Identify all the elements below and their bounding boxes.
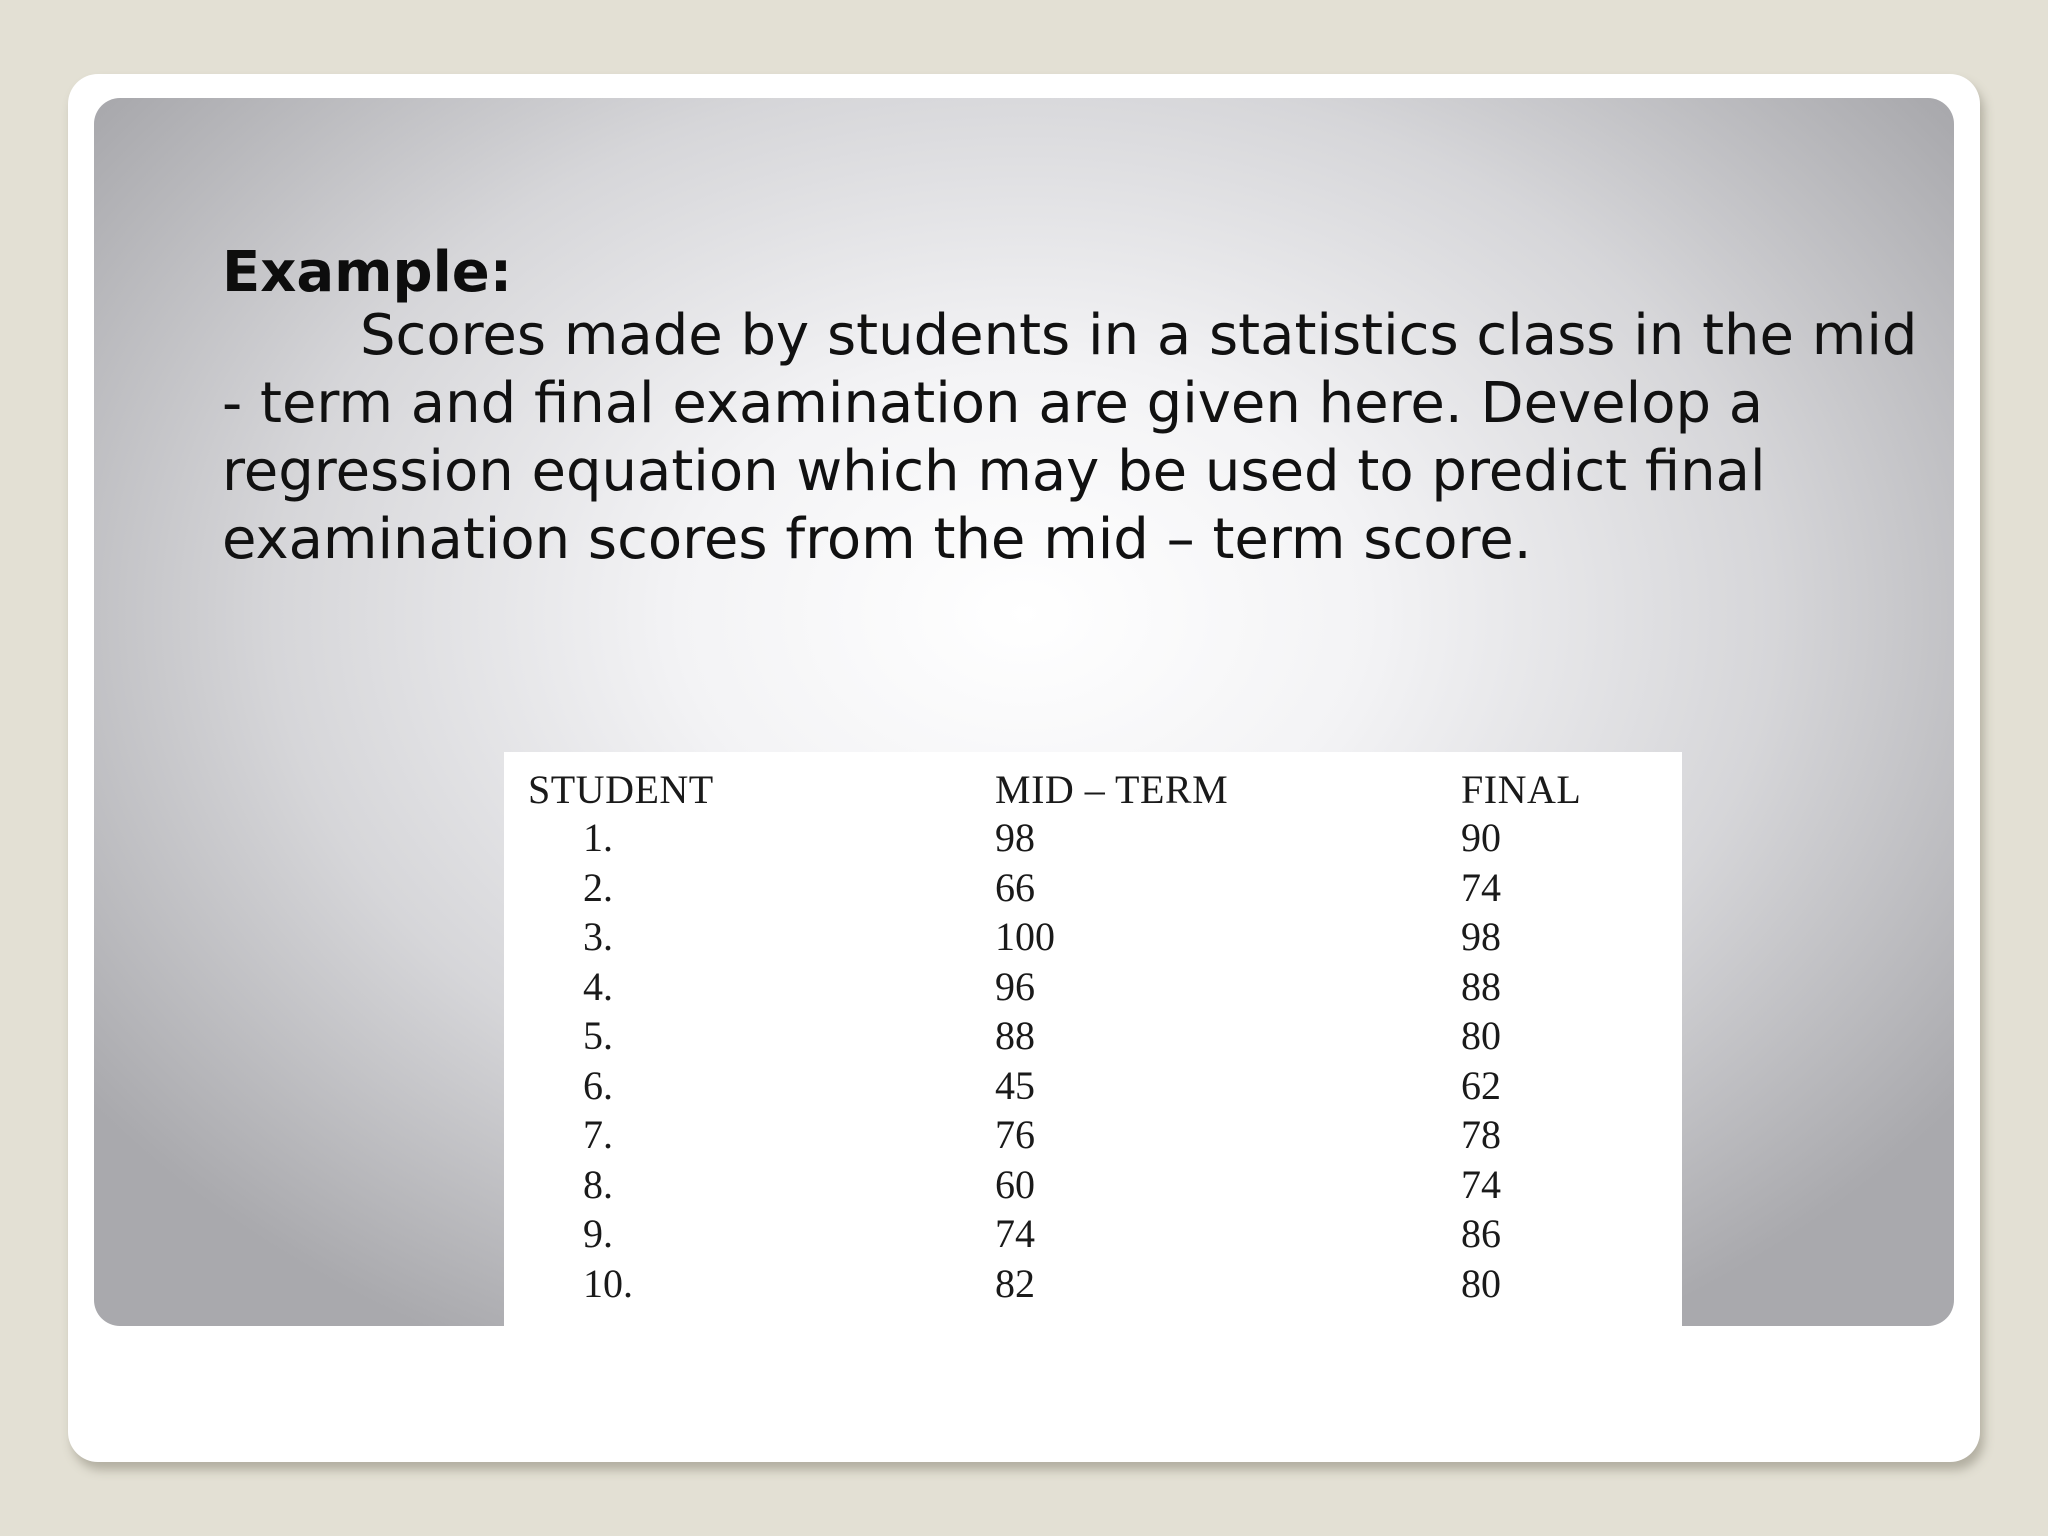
table-row [528, 962, 1641, 1012]
header-student: STUDENT [528, 767, 714, 812]
mid-term-cell: 96 [995, 963, 1035, 1009]
score-table-image [504, 752, 1682, 1326]
table-row [528, 1110, 1641, 1160]
mid-term-cell: 60 [995, 1161, 1035, 1207]
body-line: regression equation which may be used to predict final [222, 439, 1766, 504]
final-cell: 98 [1461, 914, 1501, 960]
student-cell: 3. [583, 914, 613, 960]
final-cell: 74 [1461, 1161, 1501, 1207]
mid-term-cell: 45 [995, 1062, 1035, 1108]
final-cell: 78 [1461, 1112, 1501, 1158]
mid-term-cell: 74 [995, 1211, 1035, 1257]
example-body [222, 302, 1954, 574]
table-header-row [528, 766, 1641, 813]
mid-term-cell: 98 [995, 815, 1035, 861]
final-cell: 62 [1461, 1062, 1501, 1108]
header-final: FINAL [1461, 767, 1582, 812]
student-cell: 4. [583, 963, 613, 1009]
student-cell: 7. [583, 1112, 613, 1158]
slide-panel [94, 98, 1954, 1326]
header-mid-term: MID – TERM [995, 767, 1229, 812]
body-line: examination scores from the mid – term score. [222, 507, 1532, 572]
mid-term-cell: 100 [995, 914, 1055, 960]
final-cell: 90 [1461, 815, 1501, 861]
final-cell: 80 [1461, 1260, 1501, 1306]
student-cell: 8. [583, 1161, 613, 1207]
table-row [528, 1160, 1641, 1210]
student-cell: 10. [583, 1260, 633, 1306]
table-row [528, 1259, 1641, 1309]
example-heading: Example: [222, 240, 513, 305]
final-cell: 88 [1461, 963, 1501, 1009]
student-cell: 2. [583, 864, 613, 910]
final-cell: 80 [1461, 1013, 1501, 1059]
final-cell: 74 [1461, 864, 1501, 910]
slide-card [68, 74, 1980, 1462]
body-line: - term and final examination are given here. Develop a [222, 371, 1764, 436]
student-cell: 5. [583, 1013, 613, 1059]
table-row [528, 1209, 1641, 1259]
mid-term-cell: 66 [995, 864, 1035, 910]
table-row [528, 1061, 1641, 1111]
mid-term-cell: 76 [995, 1112, 1035, 1158]
mid-term-cell: 88 [995, 1013, 1035, 1059]
score-table [528, 766, 1641, 1308]
table-row [528, 813, 1641, 863]
table-row [528, 1011, 1641, 1061]
mid-term-cell: 82 [995, 1260, 1035, 1306]
table-row [528, 912, 1641, 962]
student-cell: 9. [583, 1211, 613, 1257]
student-cell: 1. [583, 815, 613, 861]
student-cell: 6. [583, 1062, 613, 1108]
final-cell: 86 [1461, 1211, 1501, 1257]
body-line: Scores made by students in a statistics class in the mid [360, 303, 1918, 368]
table-row [528, 863, 1641, 913]
